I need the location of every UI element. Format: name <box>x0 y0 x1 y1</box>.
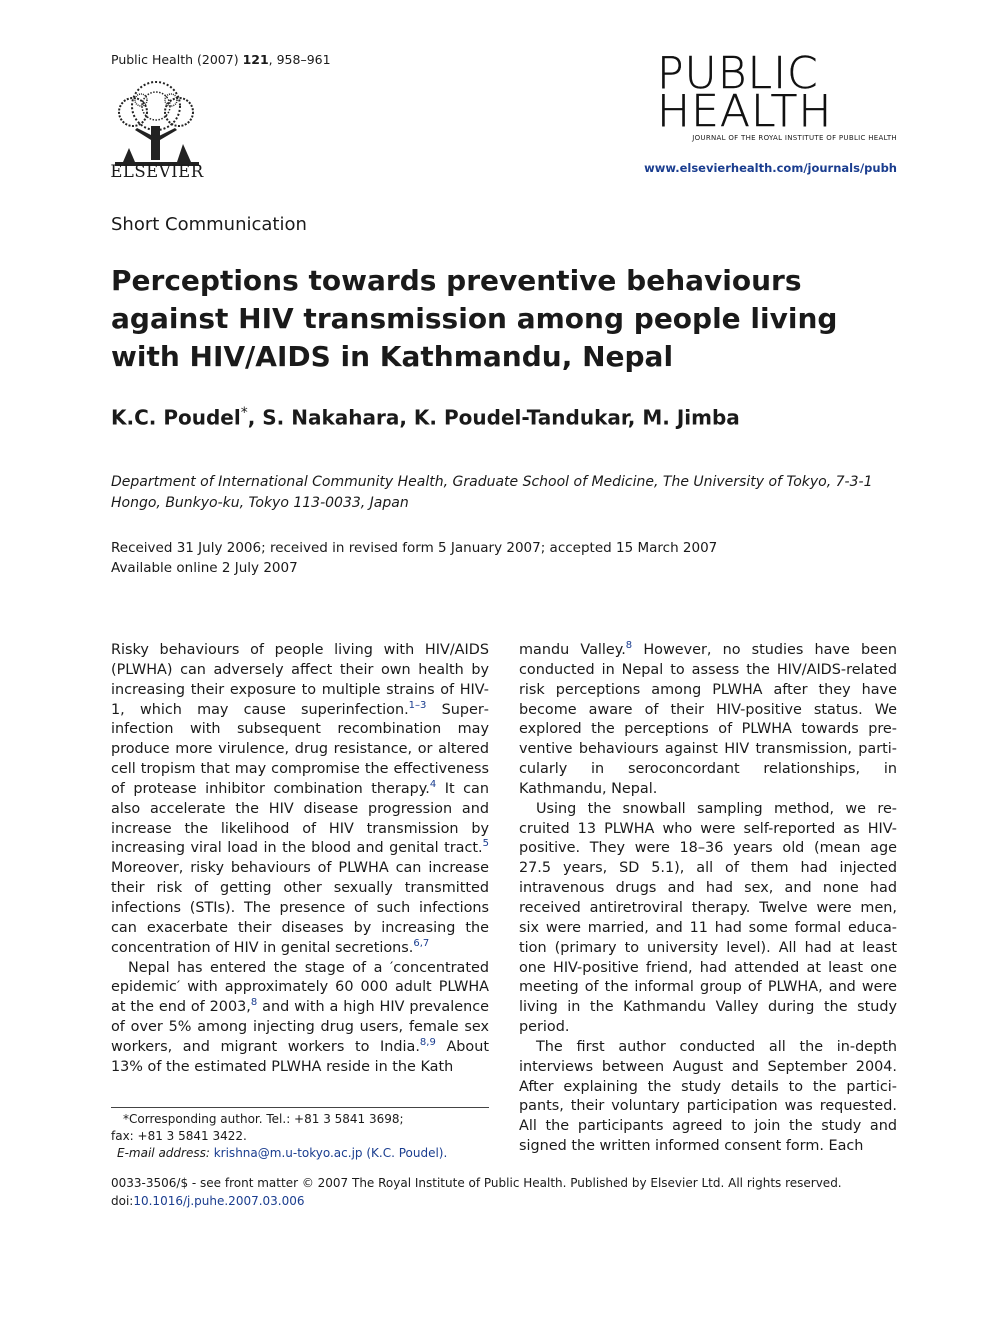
author-names: , S. Nakahara, K. Poudel-Tandukar, M. Jimba <box>247 405 740 430</box>
paragraph: Risky behaviours of people living with HIV/AIDS (PLWHA) can adversely affect their own health by increasing their exposure to multiple strains of HIV-1, which may cause superinfection.$^{1-3}$ Superinfection with subsequent recombination may produce more virulence, drug resistance, or altered cell tropism that may compromise the effectiveness of protease inhibitor combination therapy.$^4$ It can also accelerate the HIV disease progression and increase the likelihood of HIV transmission by increasing viral load in the blood and genital tract.$^5$ Moreover, risky behaviours of PLWHA can increase their risk of getting other sexually transmitted infections (STIs). The presence of such infections can exacerbate their diseases by increasing the concentration of HIV in genital secretions.$^{6,7}$ <box>111 642 489 956</box>
reference-link[interactable]: 5 <box>482 838 489 850</box>
reference-link[interactable]: 8 <box>625 640 633 652</box>
corresponding-author-footnote: *Corresponding author. Tel.: +81 3 5841 3698; fax: +81 3 5841 3422. E-mail address: krishna@m.u-tokyo.ac.jp (K.C. Poudel). <box>111 1112 448 1160</box>
paragraph: Using the snowball sampling method, we recruited 13 PLWHA who were self-reported as HIV-positive. They were 18–36 years old (mean age 27.5 years, SD 5.1), all of them had injected intravenous drugs and had sex, and none had received antiretroviral therapy. Twelve were men, six were married, and 11 had some formal education (primary to university level). All had at least one HIV-positive friend, had attended at least one meeting of the informal group of PLWHA, and were living in the Kathmandu Valley during the study period. <box>519 800 897 1036</box>
copyright-text: 0033-3506/$ - see front matter © 2007 The Royal Institute of Public Health. Published by Elsevier Ltd. All rights reserved. <box>111 1176 842 1190</box>
body-column-right <box>519 641 897 1157</box>
author-affiliation: Department of International Community Health, Graduate School of Medicine, The University of Tokyo, 7-3-1 Hongo, Bunkyo-ku, Tokyo 113-0033, Japan <box>111 474 873 511</box>
paragraph: Nepal has entered the stage of a ′concentrated epidemic′ with approximately 60 000 adult PLWHA at the end of 2003,$^8$ and with a high HIV prevalence of over 5% among injecting drug users, female sex workers, and migrant workers to India.$^{8,9}$ About 13% of the estimated PLWHA reside in the Kath <box>111 959 489 1075</box>
footnote-divider <box>111 1107 489 1108</box>
article-history <box>111 538 717 578</box>
footnote-mark: * <box>123 1112 129 1126</box>
doi-link[interactable]: 10.1016/j.puhe.2007.03.006 <box>133 1194 305 1208</box>
body-column-left <box>111 641 489 1078</box>
journal-logo <box>657 48 897 142</box>
journal-logo-line2: HEALTH <box>657 86 833 137</box>
paragraph: The first author conducted all the in-depth interviews between August and September 2004. After explaining the study details to the participants, their voluntary participation was requested. All the participants agreed to join the study and signed the written informed consent form. Each <box>519 1038 897 1155</box>
publisher-name: ELSEVIER <box>110 162 204 181</box>
email-label: E-mail address: <box>117 1146 210 1160</box>
article-title: Perceptions towards preventive behaviours against HIV transmission among people living with HIV/AIDS in Kathmandu, Nepal <box>111 264 838 373</box>
journal-citation: Public Health (2007) 121, 958–961 <box>111 52 331 67</box>
corresponding-author-link[interactable]: * <box>240 405 248 421</box>
reference-link[interactable]: 8 <box>250 997 258 1009</box>
email-link[interactable]: krishna@m.u-tokyo.ac.jp <box>213 1146 363 1160</box>
author-name: K.C. Poudel <box>111 405 241 430</box>
journal-url-link[interactable]: www.elsevierhealth.com/journals/pubh <box>644 161 897 175</box>
reference-link[interactable]: 1–3 <box>408 699 427 711</box>
reference-link[interactable]: 6,7 <box>413 937 430 949</box>
journal-logo-line1: PUBLIC <box>657 48 819 99</box>
received-dates: Received 31 July 2006; received in revised form 5 January 2007; accepted 15 March 2007 <box>111 540 718 556</box>
author-list <box>111 405 740 430</box>
paragraph: mandu Valley.$^8$ However, no studies have been conducted in Nepal to assess the HIV/AIDS-related risk perceptions among PLWHA after they have become aware of their HIV-positive status. We explored the perceptions of PLWHA towards preventive behaviours against HIV transmission, particularly in seroconcordant relationships, in Kathmandu, Nepal. <box>519 640 897 797</box>
reference-link[interactable]: 4 <box>429 779 437 791</box>
online-date: Available online 2 July 2007 <box>111 560 298 576</box>
article-type: Short Communication <box>111 214 307 235</box>
reference-link[interactable]: 8,9 <box>419 1037 436 1049</box>
journal-subtitle: JOURNAL OF THE ROYAL INSTITUTE OF PUBLIC HEALTH <box>692 134 897 142</box>
copyright-footer: 0033-3506/$ - see front matter © 2007 The Royal Institute of Public Health. Published by Elsevier Ltd. All rights reserved. doi:10.1016/j.puhe.2007.03.006 <box>111 1176 842 1208</box>
